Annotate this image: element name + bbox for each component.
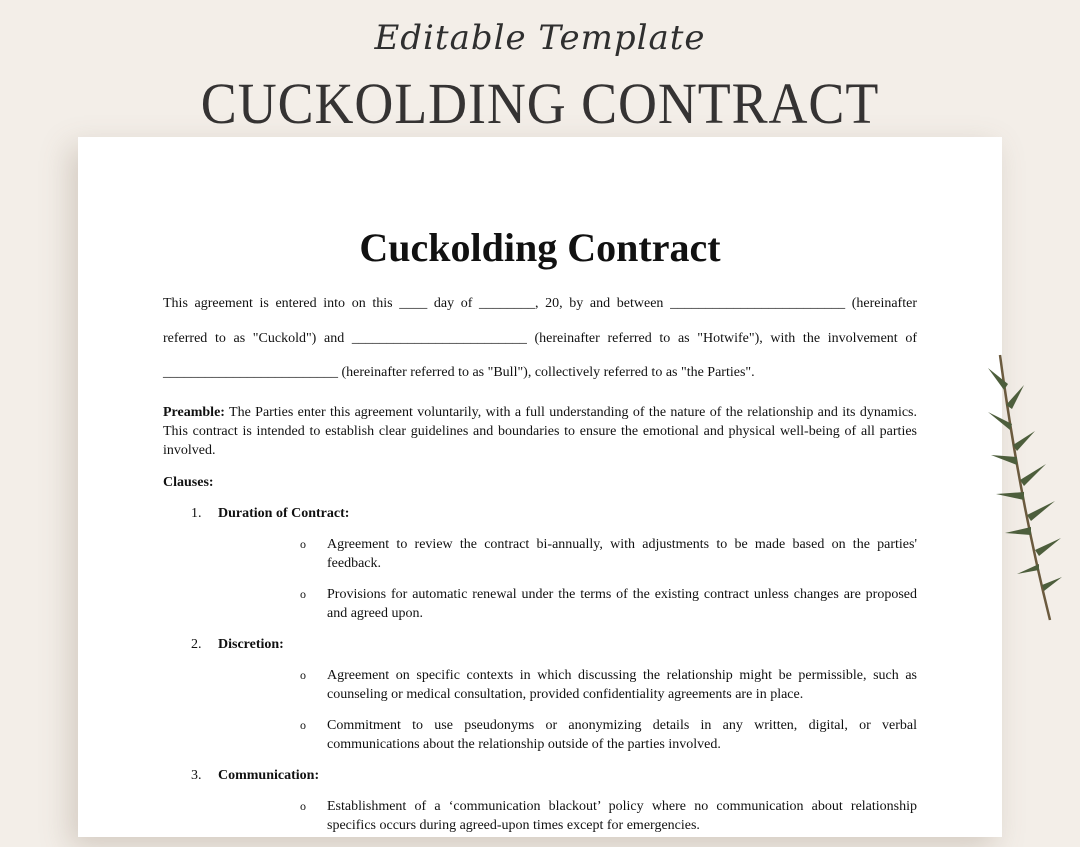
clause-item: [218, 797, 917, 835]
script-subtitle: Editable Template: [374, 18, 706, 58]
clauses-list: [163, 504, 917, 847]
bullet-circle-icon: o: [300, 587, 306, 601]
clause-item-text: Establishment of a ‘communication blackout’ policy where no communication about relationship specifics occurs during agreed-upon times except for emergencies.: [327, 799, 917, 833]
bullet-circle-icon: o: [300, 668, 306, 682]
clause: [163, 766, 917, 835]
clause-item: [218, 666, 917, 704]
clause-title: Duration of Contract:: [218, 506, 350, 521]
document-title: Cuckolding Contract: [359, 225, 721, 270]
clause-number: 1.: [191, 506, 202, 521]
preamble-label: Preamble:: [163, 405, 225, 420]
clauses-heading: Clauses:: [163, 475, 214, 490]
banner-title: CUCKOLDING CONTRACT: [200, 71, 880, 136]
intro-line: _________________________ (hereinafter referred to as "Bull"), collectively referred to as "the Parties".: [163, 365, 755, 380]
clause-item-text: Agreement to review the contract bi-annually, with adjustments to be made based on the parties' feedback.: [327, 537, 917, 571]
intro-paragraph: [163, 287, 917, 391]
clause-item-text: Agreement on specific contexts in which discussing the relationship might be permissible, such as counseling or medical consultation, provided confidentiality agreements are in place.: [327, 668, 917, 702]
preamble: [163, 403, 917, 460]
rosemary-sprig-decoration: [980, 350, 1070, 630]
clause-item-text: Provisions for automatic renewal under the terms of the existing contract unless changes are proposed and agreed upon.: [327, 587, 917, 621]
document-page: [78, 137, 1002, 837]
clause: [163, 635, 917, 754]
bullet-circle-icon: o: [300, 799, 306, 813]
clause-number: 3.: [191, 768, 202, 783]
clause: [163, 504, 917, 623]
clause-number: 2.: [191, 637, 202, 652]
clause-item-text: Commitment to use pseudonyms or anonymizing details in any written, digital, or verbal communications about the relationship outside of the parties involved.: [327, 718, 917, 752]
clause-item: [218, 716, 917, 754]
clause-item: [218, 585, 917, 623]
bullet-circle-icon: o: [300, 537, 306, 551]
clause-title: Communication:: [218, 768, 320, 783]
preamble-text: The Parties enter this agreement voluntarily, with a full understanding of the nature of the relationship and its dynamics. This contract is intended to establish clear guidelines and boundaries to ensure the emotional and physical well-being of all parties involved.: [163, 405, 917, 458]
intro-line: referred to as "Cuckold") and _________________________ (hereinafter referred to as "Hotwife"), with the involvement of: [163, 330, 917, 346]
clause-title: Discretion:: [218, 637, 284, 652]
clause-item: [218, 535, 917, 573]
intro-line: This agreement is entered into on this ____ day of ________, 20, by and between _________________________ (hereinafter: [163, 296, 917, 311]
bullet-circle-icon: o: [300, 718, 306, 732]
